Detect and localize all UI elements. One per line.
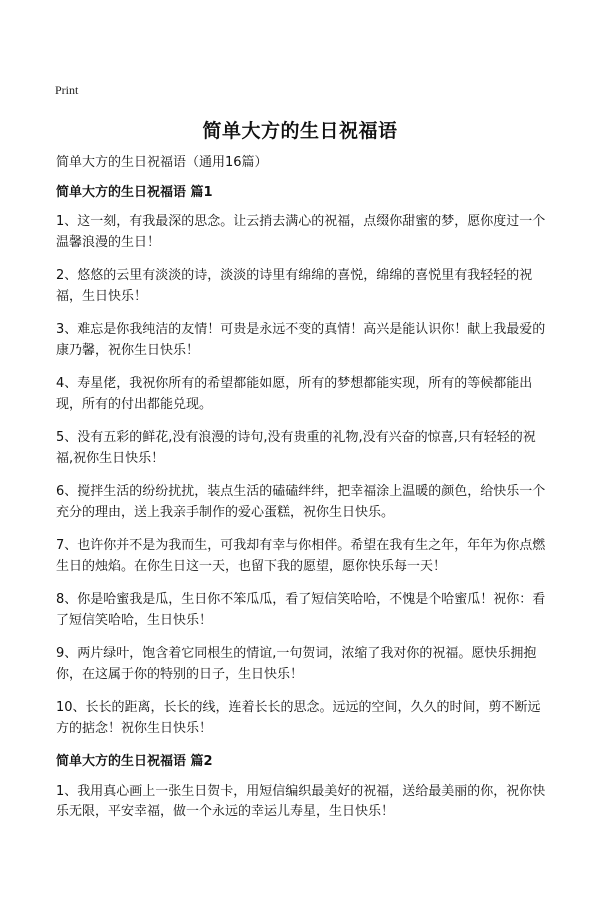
article-body	[56, 153, 546, 836]
section-heading: 简单大方的生日祝福语 篇1	[56, 184, 213, 200]
paragraph: 5、没有五彩的鲜花,没有浪漫的诗句,没有贵重的礼物,没有兴奋的惊喜,只有轻轻的祝福,祝你生日快乐！	[56, 430, 536, 466]
paragraph: 8、你是哈蜜我是瓜，生日你不笨瓜瓜，看了短信笑哈哈，不愧是个哈蜜瓜！祝你：看了短信笑哈哈，生日快乐！	[56, 592, 546, 628]
paragraph: 2、悠悠的云里有淡淡的诗，淡淡的诗里有绵绵的喜悦，绵绵的喜悦里有我轻轻的祝福，生日快乐！	[56, 268, 533, 304]
paragraph: 9、两片绿叶，饱含着它同根生的情谊,一句贺词，浓缩了我对你的祝福。愿快乐拥抱你，在这属于你的特别的日子，生日快乐！	[56, 646, 537, 682]
paragraph: 4、寿星佬，我祝你所有的希望都能如愿，所有的梦想都能实现，所有的等候都能出现，所有的付出都能兑现。	[56, 376, 533, 412]
section-1	[56, 183, 546, 740]
print-link[interactable]: Print	[55, 83, 79, 97]
section-2	[56, 752, 546, 823]
section-heading: 简单大方的生日祝福语 篇2	[56, 754, 213, 769]
page-title: 简单大方的生日祝福语	[202, 120, 398, 142]
paragraph: 1、这一刻，有我最深的思念。让云捎去满心的祝福，点缀你甜蜜的梦，愿你度过一个温馨浪漫的生日！	[56, 214, 546, 250]
paragraph: 6、搅拌生活的纷纷扰扰，装点生活的磕磕绊绊，把幸福涂上温暖的颜色，给快乐一个充分的理由，送上我亲手制作的爱心蛋糕，祝你生日快乐。	[56, 484, 546, 520]
paragraph: 7、也许你并不是为我而生，可我却有幸与你相伴。希望在我有生之年，年年为你点燃生日的烛焰。在你生日这一天，也留下我的愿望，愿你快乐每一天！	[56, 538, 546, 574]
paragraph: 3、难忘是你我纯洁的友情！可贵是永远不变的真情！高兴是能认识你！献上我最爱的康乃馨，祝你生日快乐！	[56, 322, 546, 358]
article-subtitle: 简单大方的生日祝福语（通用16篇）	[56, 155, 268, 170]
paragraph: 1、我用真心画上一张生日贺卡，用短信编织最美好的祝福，送给最美丽的你，祝你快乐无限，平安幸福，做一个永远的幸运儿寿星，生日快乐！	[56, 783, 546, 819]
paragraph: 10、长长的距离，长长的线，连着长长的思念。远远的空间，久久的时间，剪不断远方的掂念！祝你生日快乐！	[56, 700, 541, 736]
